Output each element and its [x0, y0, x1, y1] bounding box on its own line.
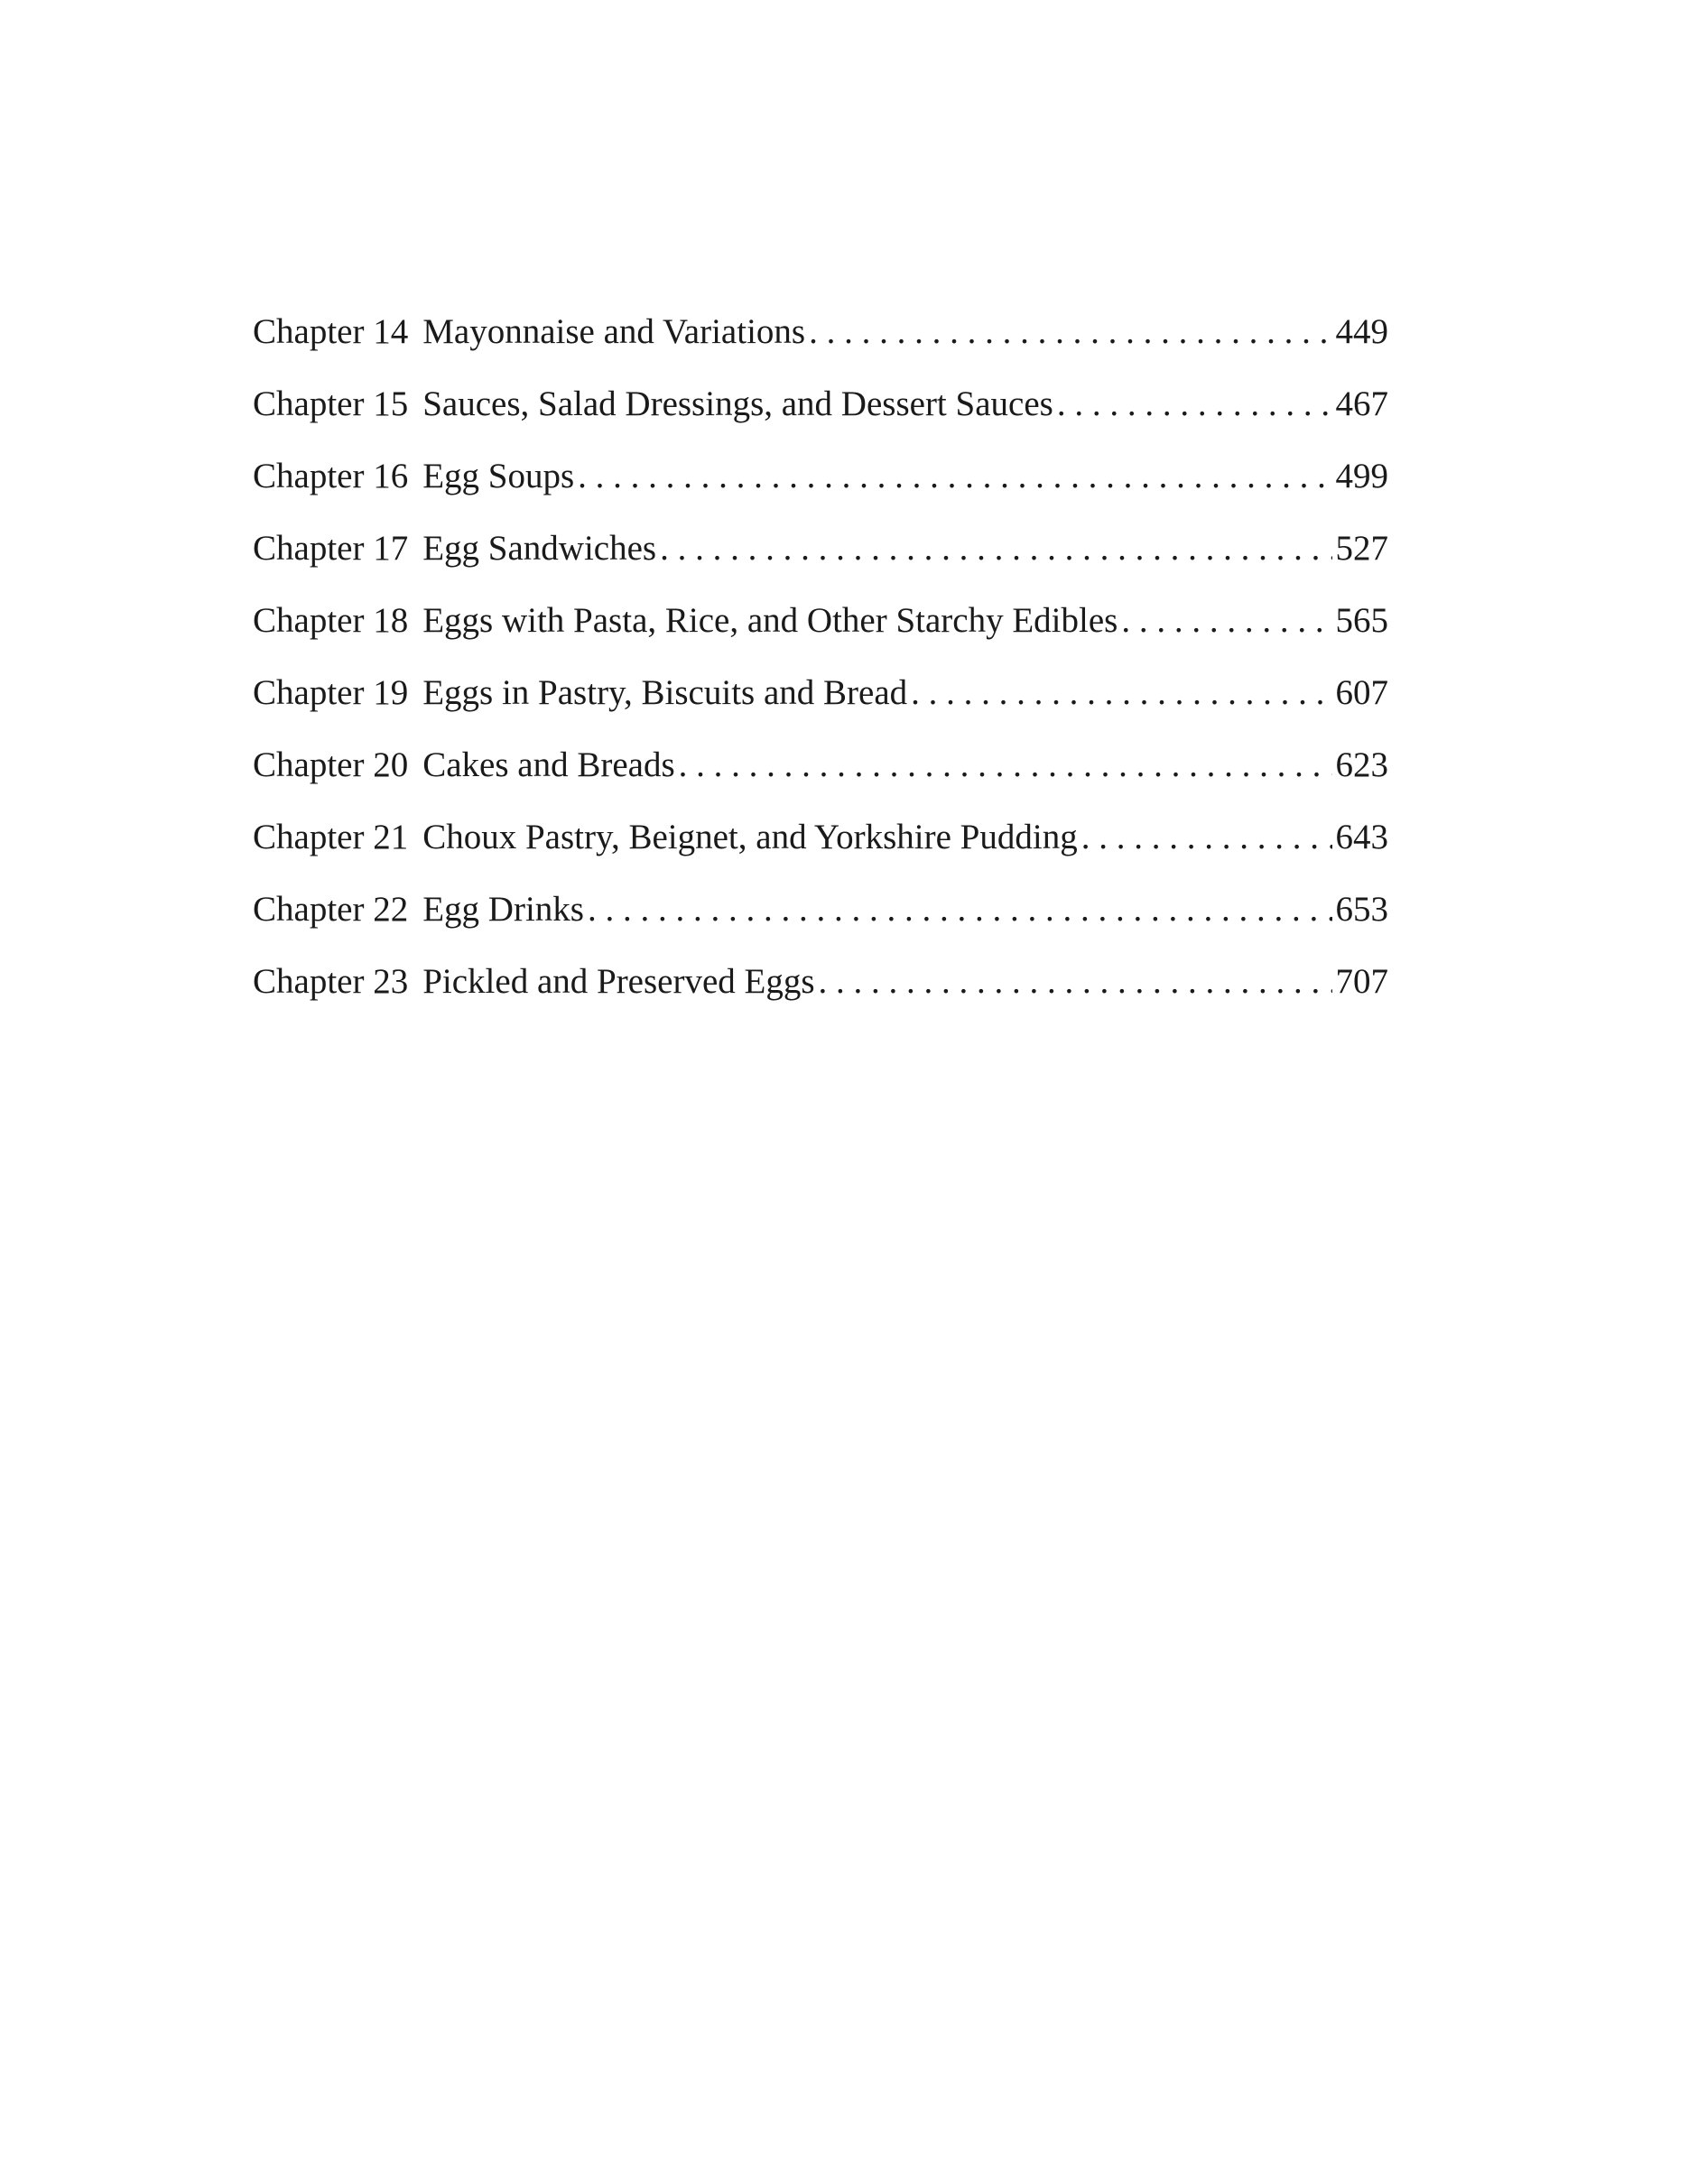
chapter-label: Chapter 21 [253, 818, 409, 856]
toc-entry-chapter-17[interactable] [253, 528, 1388, 600]
page-number: 707 [1335, 962, 1388, 1001]
chapter-title: Egg Soups [422, 457, 575, 495]
dot-leader [1057, 384, 1332, 424]
dot-leader [1121, 600, 1331, 641]
chapter-title: Pickled and Preserved Eggs [422, 962, 815, 1001]
page-number: 623 [1335, 745, 1388, 784]
toc-entry-chapter-15[interactable] [253, 384, 1388, 456]
chapter-label: Chapter 14 [253, 312, 409, 351]
toc-entry-chapter-20[interactable] [253, 745, 1388, 817]
dot-leader [819, 961, 1332, 1002]
dot-leader [1081, 817, 1332, 857]
page-number: 565 [1335, 601, 1388, 640]
chapter-label: Chapter 16 [253, 457, 409, 495]
dot-leader [660, 528, 1331, 569]
dot-leader [578, 456, 1331, 496]
dot-leader [588, 889, 1332, 930]
page-number: 527 [1335, 529, 1388, 568]
chapter-title: Choux Pastry, Beignet, and Yorkshire Pudding [422, 818, 1078, 856]
chapter-title: Egg Drinks [422, 890, 584, 929]
page-number: 607 [1335, 673, 1388, 712]
chapter-label: Chapter 18 [253, 601, 409, 640]
chapter-title: Cakes and Breads [422, 745, 675, 784]
toc-entry-chapter-21[interactable] [253, 817, 1388, 889]
chapter-title: Eggs with Pasta, Rice, and Other Starchy Edibles [422, 601, 1118, 640]
toc-entry-chapter-16[interactable] [253, 456, 1388, 528]
chapter-label: Chapter 15 [253, 384, 409, 423]
chapter-label: Chapter 17 [253, 529, 409, 568]
chapter-label: Chapter 20 [253, 745, 409, 784]
toc-entry-chapter-23[interactable] [253, 961, 1388, 1033]
chapter-title: Egg Sandwiches [422, 529, 657, 568]
dot-leader [679, 745, 1332, 785]
toc-entry-chapter-19[interactable] [253, 672, 1388, 745]
chapter-title: Eggs in Pastry, Biscuits and Bread [422, 673, 908, 712]
chapter-label: Chapter 22 [253, 890, 409, 929]
page-number: 499 [1335, 457, 1388, 495]
chapter-label: Chapter 19 [253, 673, 409, 712]
toc-entry-chapter-14[interactable] [253, 311, 1388, 384]
chapter-title: Sauces, Salad Dressings, and Dessert Sauces [422, 384, 1053, 423]
chapter-label: Chapter 23 [253, 962, 409, 1001]
table-of-contents [253, 311, 1388, 1033]
page-number: 467 [1335, 384, 1388, 423]
page-number: 643 [1335, 818, 1388, 856]
toc-entry-chapter-22[interactable] [253, 889, 1388, 961]
chapter-title: Mayonnaise and Variations [422, 312, 806, 351]
dot-leader [911, 672, 1331, 713]
toc-entry-chapter-18[interactable] [253, 600, 1388, 672]
dot-leader [809, 311, 1331, 352]
page-number: 449 [1335, 312, 1388, 351]
page-number: 653 [1335, 890, 1388, 929]
